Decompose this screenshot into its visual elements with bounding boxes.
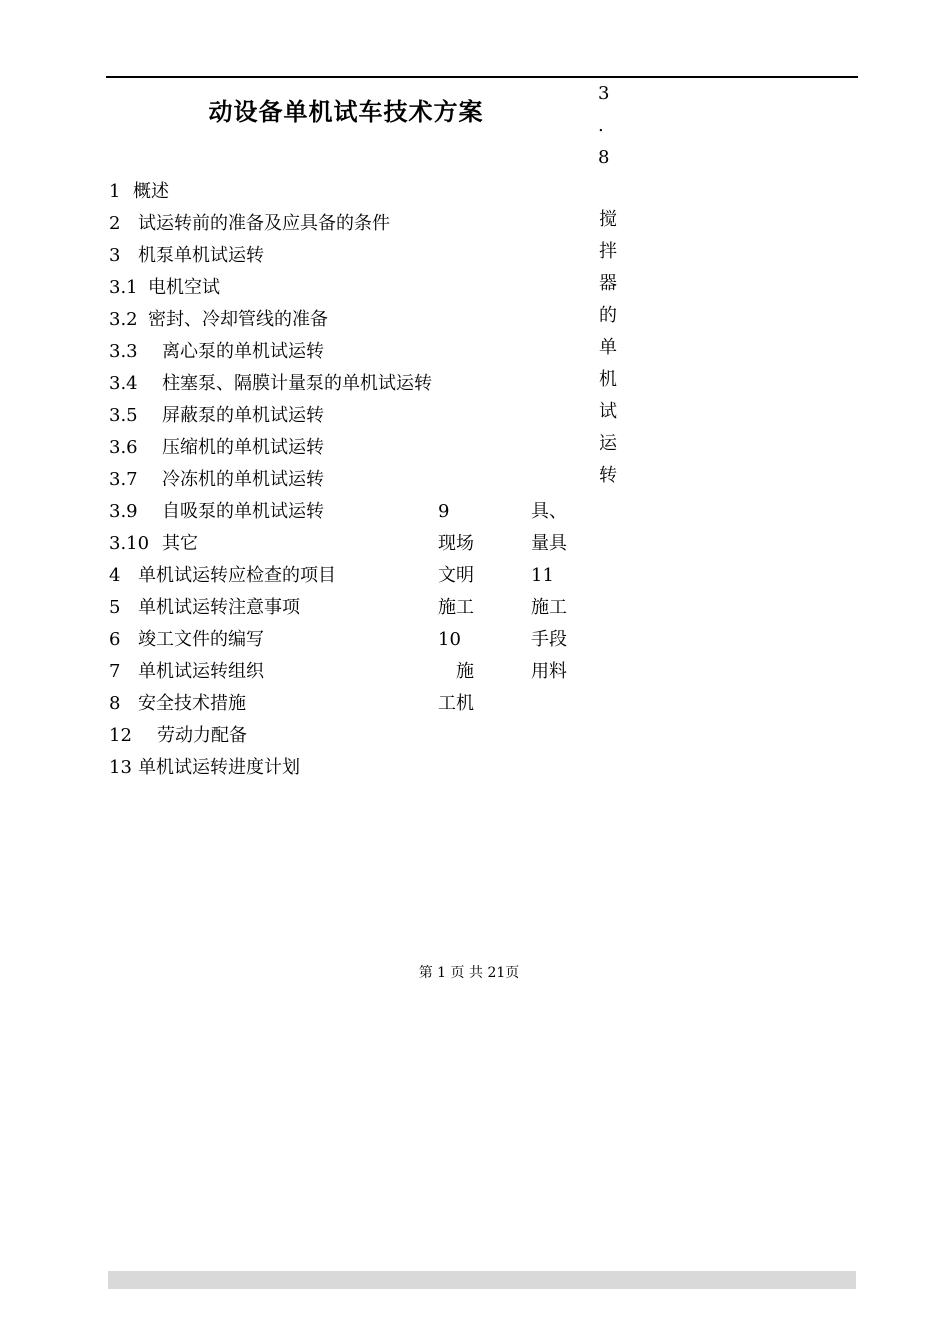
- toc-item-number: 1: [109, 181, 121, 202]
- toc-item-number: 3.6: [109, 437, 138, 458]
- vertical-text-char: 拌: [599, 241, 617, 262]
- toc-item-number: 3.10: [109, 533, 150, 554]
- col-a-text: 工机: [438, 693, 474, 714]
- page-bottom-bar: [108, 1271, 856, 1289]
- toc-item-number: 2: [109, 213, 121, 234]
- toc-item: [109, 532, 198, 556]
- toc-item: [109, 724, 247, 748]
- col-a-text: 9: [438, 501, 450, 522]
- toc-item: [109, 564, 336, 588]
- vertical-text-char: 运: [599, 433, 617, 454]
- toc-item: [109, 436, 324, 460]
- vertical-text-char: 搅: [599, 209, 617, 230]
- toc-item-number: 3.2: [109, 309, 138, 330]
- toc-item-number: 7: [109, 661, 121, 682]
- vertical-text-char: 器: [599, 273, 617, 294]
- toc-item-number: 3.3: [109, 341, 138, 362]
- toc-item: [109, 596, 300, 620]
- toc-item-text: 其它: [162, 533, 198, 554]
- toc-item-number: 5: [109, 597, 121, 618]
- toc-item: [109, 692, 246, 716]
- vertical-head-char: 3: [598, 83, 610, 104]
- toc-item-number: 3.7: [109, 469, 138, 490]
- toc-item-text: 密封、冷却管线的准备: [148, 309, 328, 330]
- toc-item-number: 3.4: [109, 373, 138, 394]
- toc-item-number: 3.5: [109, 405, 138, 426]
- toc-item-number: 4: [109, 565, 121, 586]
- col-b-text: 手段: [531, 629, 567, 650]
- toc-item: [109, 372, 432, 396]
- col-a-text: 现场: [438, 533, 474, 554]
- toc-item-text: 竣工文件的编写: [138, 629, 264, 650]
- col-b-text: 用料: [531, 661, 567, 682]
- toc-item-number: 3.1: [109, 277, 138, 298]
- vertical-head-char: 8: [598, 147, 610, 168]
- toc-item-number: 12: [109, 725, 132, 746]
- col-a-text: 施: [456, 661, 474, 682]
- toc-item-text: 概述: [133, 181, 169, 202]
- toc-item: [109, 628, 264, 652]
- toc-item-text: 试运转前的准备及应具备的条件: [138, 213, 390, 234]
- col-b-text: 施工: [531, 597, 567, 618]
- toc-item-text: 离心泵的单机试运转: [162, 341, 324, 362]
- toc-item-text: 冷冻机的单机试运转: [162, 469, 324, 490]
- header-rule: [106, 76, 858, 78]
- vertical-head-char: .: [598, 115, 604, 136]
- col-b-text: 11: [531, 565, 554, 586]
- vertical-text-char: 单: [599, 337, 617, 358]
- toc-item-text: 安全技术措施: [138, 693, 246, 714]
- toc-item-text: 劳动力配备: [157, 725, 247, 746]
- toc-item-number: 13: [109, 757, 132, 778]
- toc-item: [109, 180, 169, 204]
- vertical-text-char: 试: [599, 401, 617, 422]
- toc-item: [109, 308, 328, 332]
- toc-item-number: 6: [109, 629, 121, 650]
- toc-item-text: 压缩机的单机试运转: [162, 437, 324, 458]
- vertical-text-char: 的: [599, 305, 617, 326]
- toc-item: [109, 468, 324, 492]
- toc-item: [109, 212, 390, 236]
- toc-item: [109, 756, 300, 780]
- toc-item: [109, 404, 324, 428]
- toc-item-text: 自吸泵的单机试运转: [162, 501, 324, 522]
- toc-item-number: 3.9: [109, 501, 138, 522]
- toc-item: [109, 500, 324, 524]
- toc-item: [109, 660, 264, 684]
- toc-item-text: 单机试运转组织: [138, 661, 264, 682]
- col-a-text: 施工: [438, 597, 474, 618]
- col-a-text: 10: [438, 629, 461, 650]
- toc-item-number: 8: [109, 693, 121, 714]
- toc-item: [109, 340, 324, 364]
- col-a-text: 文明: [438, 565, 474, 586]
- toc-item-number: 3: [109, 245, 121, 266]
- toc-item: [109, 276, 220, 300]
- vertical-text-char: 转: [599, 465, 617, 486]
- col-b-text: 量具: [531, 533, 567, 554]
- toc-item-text: 电机空试: [148, 277, 220, 298]
- toc-item: [109, 244, 264, 268]
- page-footer: 第 1 页 共 21页: [418, 965, 520, 981]
- col-b-text: 具、: [531, 501, 567, 522]
- toc-item-text: 单机试运转进度计划: [138, 757, 300, 778]
- toc-item-text: 单机试运转应检查的项目: [138, 565, 336, 586]
- toc-item-text: 屏蔽泵的单机试运转: [162, 405, 324, 426]
- vertical-text-char: 机: [599, 369, 617, 390]
- toc-item-text: 机泵单机试运转: [138, 245, 264, 266]
- document-title: 动设备单机试车技术方案: [208, 97, 484, 126]
- toc-item-text: 单机试运转注意事项: [138, 597, 300, 618]
- toc-item-text: 柱塞泵、隔膜计量泵的单机试运转: [162, 373, 432, 394]
